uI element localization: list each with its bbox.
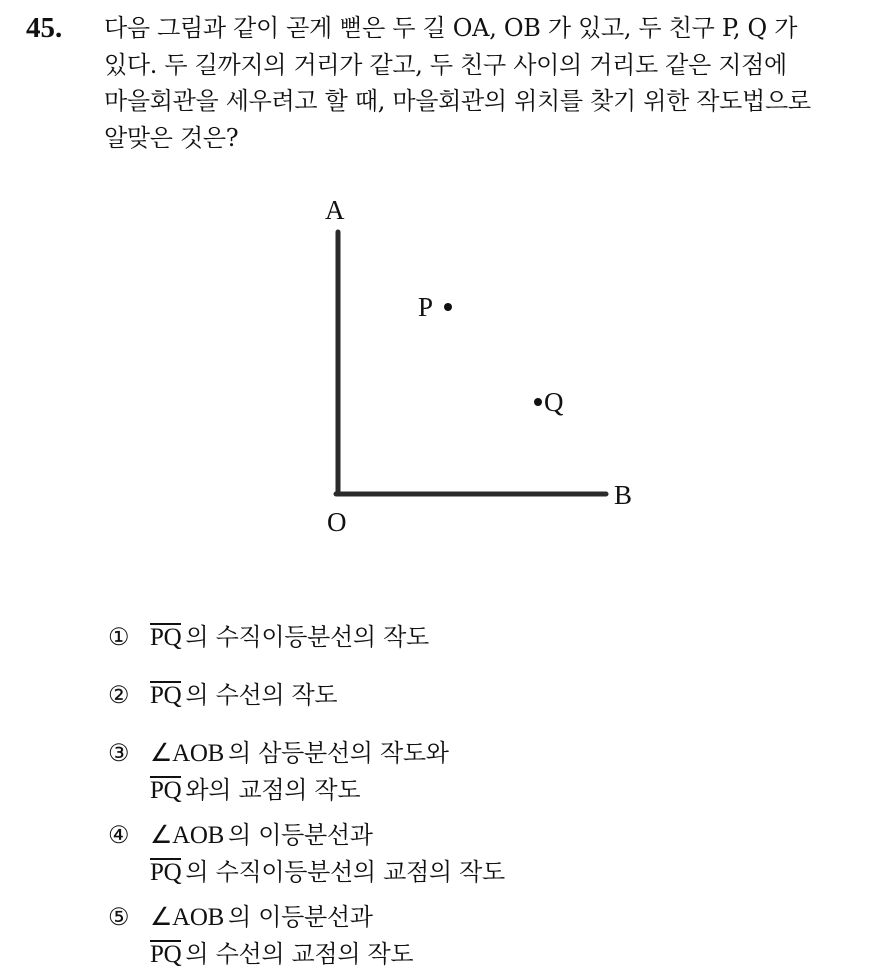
choice-1-text: 의 수직이등분선의 작도 <box>185 623 429 651</box>
question-stem-line: 있다. 두 길까지의 거리가 같고, 두 친구 사이의 거리도 같은 지점에 <box>104 50 787 79</box>
choice-1-marker[interactable]: ① <box>108 623 130 651</box>
choice-5-line-2[interactable] <box>150 939 413 969</box>
segment-pq: PQ <box>150 777 182 804</box>
question-stem-line: 알맞은 것은? <box>104 123 239 152</box>
angle-aob: ∠AOB <box>150 740 224 767</box>
point-q <box>534 398 542 406</box>
question-stem <box>104 10 874 156</box>
choice-3-line-2[interactable] <box>150 775 360 805</box>
choice-5-text-1: 의 이등분선과 <box>228 903 373 931</box>
choice-5-marker[interactable]: ⑤ <box>108 903 130 931</box>
segment-pq: PQ <box>150 624 182 651</box>
choice-4-line-2[interactable] <box>150 857 505 887</box>
choice-5-line-1[interactable] <box>150 902 373 933</box>
choice-3-marker[interactable]: ③ <box>108 739 130 767</box>
choice-4-text-2: 의 수직이등분선의 교점의 작도 <box>185 858 505 886</box>
angle-aob: ∠AOB <box>150 822 224 849</box>
choice-1[interactable] <box>150 622 429 652</box>
choice-2-marker[interactable]: ② <box>108 681 130 709</box>
choice-3-text-1: 의 삼등분선의 작도와 <box>228 739 449 767</box>
segment-pq: PQ <box>150 859 182 886</box>
label-a: A <box>325 195 345 225</box>
choice-4-marker[interactable]: ④ <box>108 821 130 849</box>
label-b: B <box>614 480 633 510</box>
question-stem-line: 다음 그림과 같이 곧게 뻗은 두 길 OA, OB 가 있고, 두 친구 P, Q 가 <box>104 14 798 42</box>
choice-5-text-2: 의 수선의 교점의 작도 <box>185 940 414 968</box>
question-stem-line: 마을회관을 세우려고 할 때, 마을회관의 위치를 찾기 위한 작도법으로 <box>104 87 811 115</box>
choice-3-text-2: 와의 교점의 작도 <box>185 776 361 804</box>
choice-3-line-1[interactable] <box>150 738 449 769</box>
segment-pq: PQ <box>150 682 182 709</box>
choice-4-text-1: 의 이등분선과 <box>228 821 373 849</box>
label-q: Q <box>544 387 564 417</box>
segment-pq: PQ <box>150 941 182 968</box>
label-o: O <box>327 507 347 537</box>
point-p <box>444 303 452 311</box>
angle-aob: ∠AOB <box>150 904 224 931</box>
question-number: 45. <box>26 12 63 44</box>
label-p: P <box>418 292 434 322</box>
choice-4-line-1[interactable] <box>150 820 373 851</box>
choice-2-text: 의 수선의 작도 <box>185 681 338 709</box>
choice-2[interactable] <box>150 680 337 710</box>
